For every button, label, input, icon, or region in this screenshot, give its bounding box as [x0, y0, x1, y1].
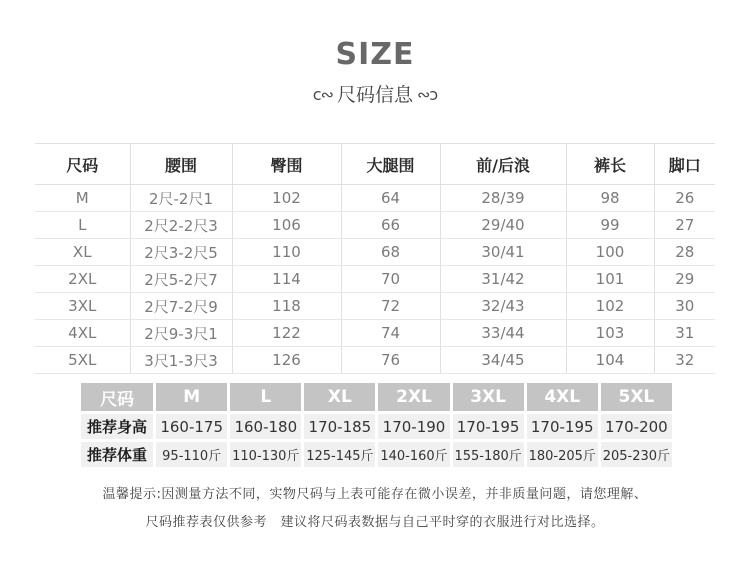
rise-cell: 33/44 — [440, 320, 566, 347]
size-cell: 2XL — [35, 266, 130, 293]
header-cell-thigh: 大腿围 — [341, 144, 440, 185]
size-cell: 3XL — [35, 293, 130, 320]
table-row — [35, 266, 715, 293]
hip-cell: 126 — [232, 347, 341, 374]
size-cell: M — [35, 185, 130, 212]
thigh-cell: 74 — [341, 320, 440, 347]
waist-cell: 2尺3-2尺5 — [130, 239, 232, 266]
height-cell: 170-195 — [453, 414, 524, 439]
rise-cell: 34/45 — [440, 347, 566, 374]
rec-header-size: 尺码 — [81, 383, 153, 411]
hip-cell: 110 — [232, 239, 341, 266]
rec-header-3xl: 3XL — [453, 383, 524, 411]
table-row — [35, 212, 715, 239]
legopening-cell: 32 — [654, 347, 715, 374]
hip-cell: 102 — [232, 185, 341, 212]
weight-cell: 205-230斤 — [601, 442, 672, 467]
row-label-weight: 推荐体重 — [81, 442, 153, 467]
hip-cell: 114 — [232, 266, 341, 293]
waist-cell: 2尺7-2尺9 — [130, 293, 232, 320]
size-cell: 4XL — [35, 320, 130, 347]
row-label-height: 推荐身高 — [81, 414, 153, 439]
thigh-cell: 76 — [341, 347, 440, 374]
rec-header-5xl: 5XL — [601, 383, 672, 411]
header-cell-legopening: 脚口 — [654, 144, 715, 185]
waist-cell: 2尺2-2尺3 — [130, 212, 232, 239]
height-cell: 160-180 — [230, 414, 301, 439]
legopening-cell: 31 — [654, 320, 715, 347]
recommendation-table — [78, 380, 675, 470]
length-cell: 104 — [566, 347, 654, 374]
table-row — [35, 293, 715, 320]
thigh-cell: 72 — [341, 293, 440, 320]
weight-cell: 95-110斤 — [156, 442, 227, 467]
table-header-row — [35, 144, 715, 185]
header-cell-size: 尺码 — [35, 144, 130, 185]
height-cell: 170-190 — [378, 414, 449, 439]
thigh-cell: 66 — [341, 212, 440, 239]
rec-header-l: L — [230, 383, 301, 411]
table-row — [35, 320, 715, 347]
weight-cell: 125-145斤 — [304, 442, 375, 467]
waist-cell: 2尺5-2尺7 — [130, 266, 232, 293]
weight-cell: 140-160斤 — [378, 442, 449, 467]
thigh-cell: 64 — [341, 185, 440, 212]
rise-cell: 30/41 — [440, 239, 566, 266]
waist-cell: 2尺9-3尺1 — [130, 320, 232, 347]
length-cell: 103 — [566, 320, 654, 347]
rise-cell: 29/40 — [440, 212, 566, 239]
length-cell: 100 — [566, 239, 654, 266]
thigh-cell: 68 — [341, 239, 440, 266]
hip-cell: 122 — [232, 320, 341, 347]
length-cell: 101 — [566, 266, 654, 293]
legopening-cell: 26 — [654, 185, 715, 212]
weight-cell: 180-205斤 — [527, 442, 598, 467]
rec-header-xl: XL — [304, 383, 375, 411]
notice-line-1: 温馨提示:因测量方法不同，实物尺码与上表可能存在微小误差，并非质量问题，请您理解、 — [102, 487, 648, 502]
table-row — [35, 239, 715, 266]
header-cell-rise: 前/后浪 — [440, 144, 566, 185]
thigh-cell: 70 — [341, 266, 440, 293]
waist-cell: 2尺-2尺1 — [130, 185, 232, 212]
size-spec-table — [35, 143, 715, 374]
legopening-cell: 28 — [654, 239, 715, 266]
header-cell-length: 裤长 — [566, 144, 654, 185]
header-cell-waist: 腰围 — [130, 144, 232, 185]
page-title: SIZE — [335, 37, 415, 72]
legopening-cell: 27 — [654, 212, 715, 239]
rec-header-row — [81, 383, 672, 411]
hip-cell: 106 — [232, 212, 341, 239]
height-cell: 160-175 — [156, 414, 227, 439]
swirl-ornament-right-icon: ∾ɔ — [417, 85, 438, 104]
height-cell: 170-185 — [304, 414, 375, 439]
notice-line-2: 尺码推荐表仅供参考 建议将尺码表数据与自己平时穿的衣服进行对比选择。 — [145, 515, 605, 530]
size-cell: 5XL — [35, 347, 130, 374]
recommended-weight-row — [81, 442, 672, 467]
rise-cell: 31/42 — [440, 266, 566, 293]
rec-header-m: M — [156, 383, 227, 411]
header-cell-hip: 臀围 — [232, 144, 341, 185]
legopening-cell: 29 — [654, 266, 715, 293]
rec-header-2xl: 2XL — [378, 383, 449, 411]
length-cell: 102 — [566, 293, 654, 320]
table-row — [35, 347, 715, 374]
length-cell: 99 — [566, 212, 654, 239]
rise-cell: 32/43 — [440, 293, 566, 320]
size-cell: L — [35, 212, 130, 239]
weight-cell: 110-130斤 — [230, 442, 301, 467]
recommended-height-row — [81, 414, 672, 439]
height-cell: 170-195 — [527, 414, 598, 439]
weight-cell: 155-180斤 — [453, 442, 524, 467]
waist-cell: 3尺1-3尺3 — [130, 347, 232, 374]
table-row — [35, 185, 715, 212]
swirl-ornament-left-icon: c∾ — [312, 85, 333, 104]
hip-cell: 118 — [232, 293, 341, 320]
rise-cell: 28/39 — [440, 185, 566, 212]
length-cell: 98 — [566, 185, 654, 212]
subtitle-label: 尺码信息 — [336, 84, 413, 106]
rec-header-4xl: 4XL — [527, 383, 598, 411]
legopening-cell: 30 — [654, 293, 715, 320]
height-cell: 170-200 — [601, 414, 672, 439]
size-cell: XL — [35, 239, 130, 266]
subtitle — [0, 80, 750, 107]
